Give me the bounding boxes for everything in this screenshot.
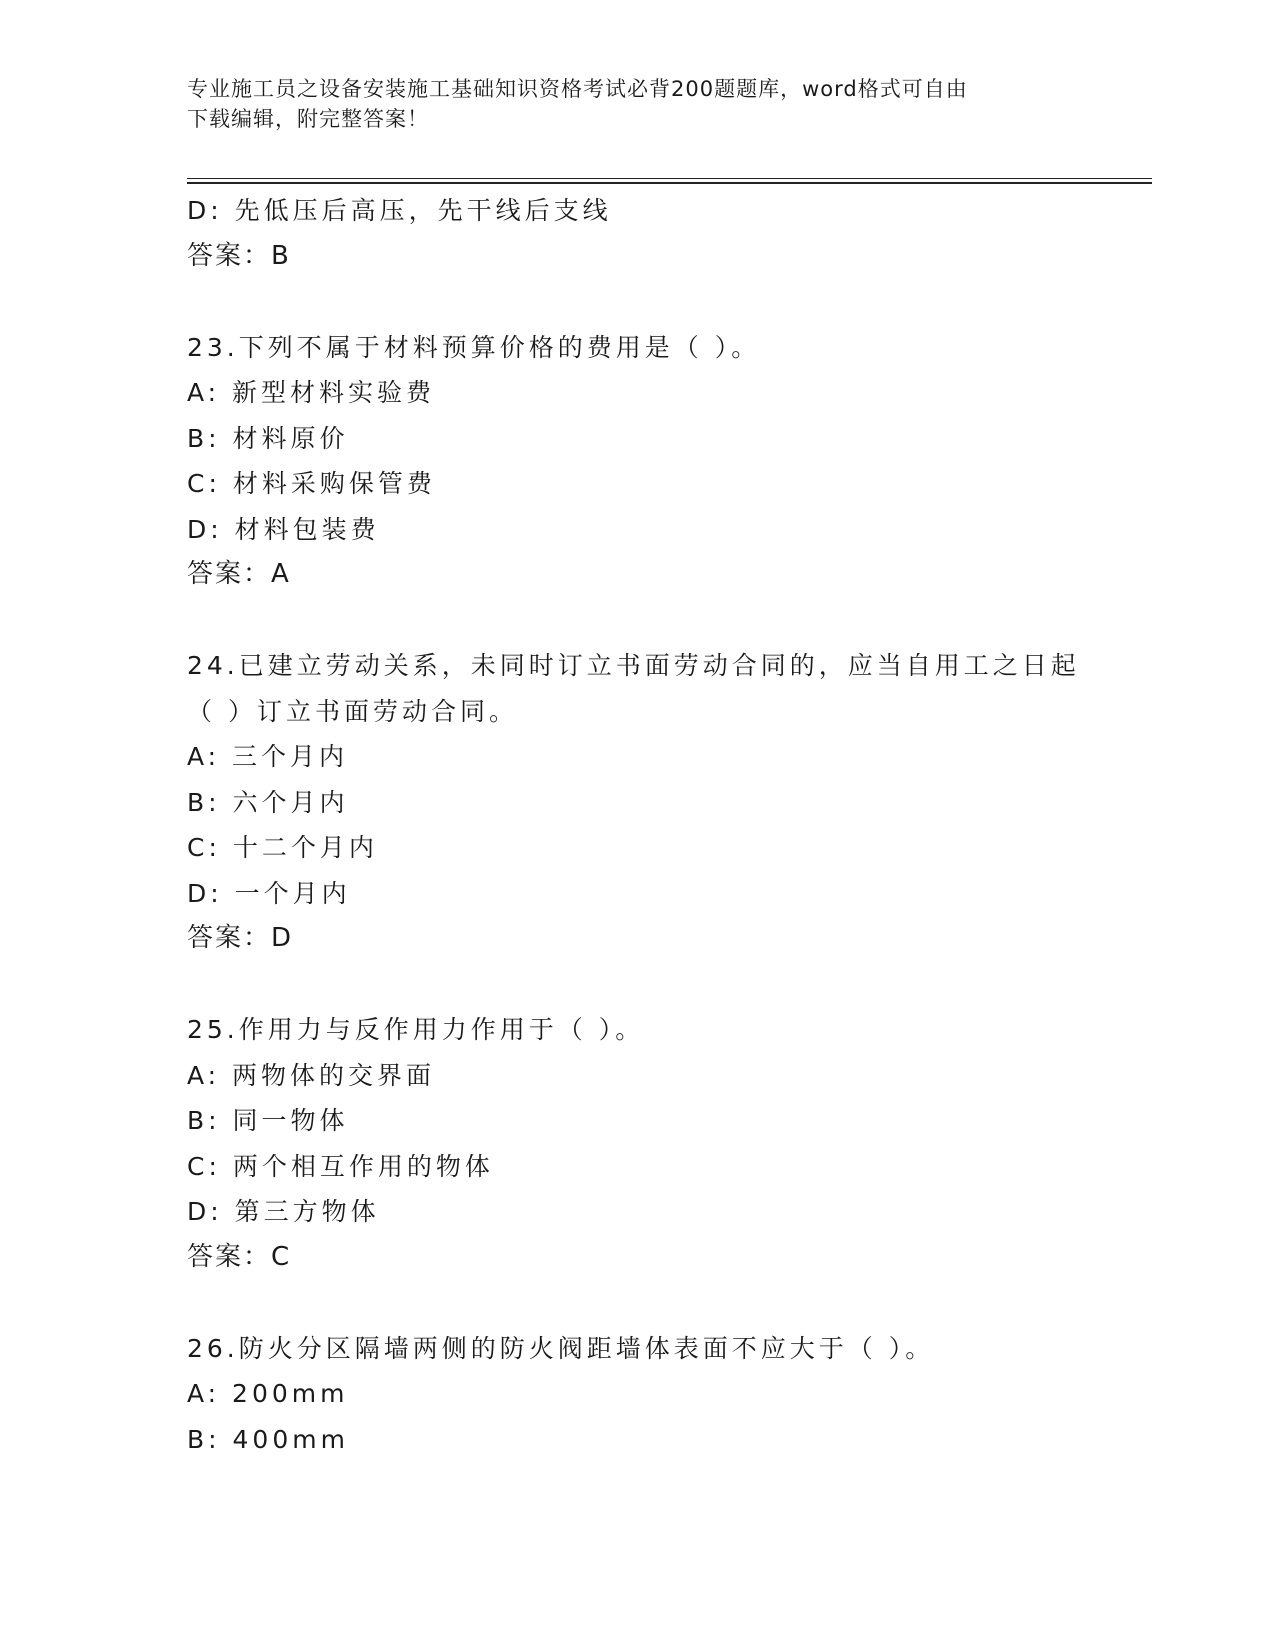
- header-line-1: 专业施工员之设备安装施工基础知识资格考试必背200题题库，word格式可自由: [187, 77, 968, 101]
- question-stem: 25.作用力与反作用力作用于（ ）。: [187, 1015, 645, 1044]
- question-content: [187, 188, 1107, 1462]
- option-d: D: 先低压后高压，先干线后支线: [187, 196, 612, 225]
- question-26: [187, 1326, 1107, 1463]
- option-c: C: 两个相互作用的物体: [187, 1151, 494, 1181]
- header-line-2: 下载编辑，附完整答案！: [187, 107, 429, 131]
- option-a: A: 两物体的交界面: [187, 1060, 436, 1090]
- question-stem: 26.防火分区隔墙两侧的防火阀距墙体表面不应大于（ ）。: [187, 1333, 935, 1363]
- question-24: [187, 643, 1107, 962]
- spacer: [187, 1280, 1107, 1326]
- header-divider-thin: [187, 178, 1152, 179]
- question-stem: 23.下列不属于材料预算价格的费用是（ ）。: [187, 332, 761, 362]
- document-header: [187, 74, 1067, 134]
- option-a: A: 200mm: [187, 1379, 349, 1408]
- answer: 答案：B: [187, 240, 291, 271]
- option-b: B: 六个月内: [187, 787, 349, 817]
- option-d: D: 第三方物体: [187, 1197, 380, 1226]
- spacer: [187, 598, 1107, 644]
- question-25: [187, 1007, 1107, 1280]
- option-d: D: 材料包装费: [187, 514, 380, 544]
- option-c: C: 十二个月内: [187, 833, 378, 862]
- answer: 答案：C: [187, 1241, 292, 1272]
- question-23: [187, 325, 1107, 598]
- question-stem-continued: （ ）订立书面劳动合同。: [187, 696, 518, 726]
- option-b: B: 400mm: [187, 1424, 349, 1454]
- option-a: A: 三个月内: [187, 742, 349, 771]
- spacer: [187, 962, 1107, 1008]
- answer: 答案：A: [187, 559, 291, 589]
- option-c: C: 材料采购保管费: [187, 469, 436, 498]
- answer: 答案：D: [187, 923, 294, 953]
- option-d: D: 一个月内: [187, 878, 351, 908]
- option-b: B: 同一物体: [187, 1106, 349, 1135]
- option-a: A: 新型材料实验费: [187, 378, 436, 407]
- header-divider-thick: [187, 182, 1152, 184]
- question-stem: 24.已建立劳动关系，未同时订立书面劳动合同的，应当自用工之日起: [187, 651, 1080, 680]
- option-b: B: 材料原价: [187, 423, 349, 453]
- spacer: [187, 279, 1107, 325]
